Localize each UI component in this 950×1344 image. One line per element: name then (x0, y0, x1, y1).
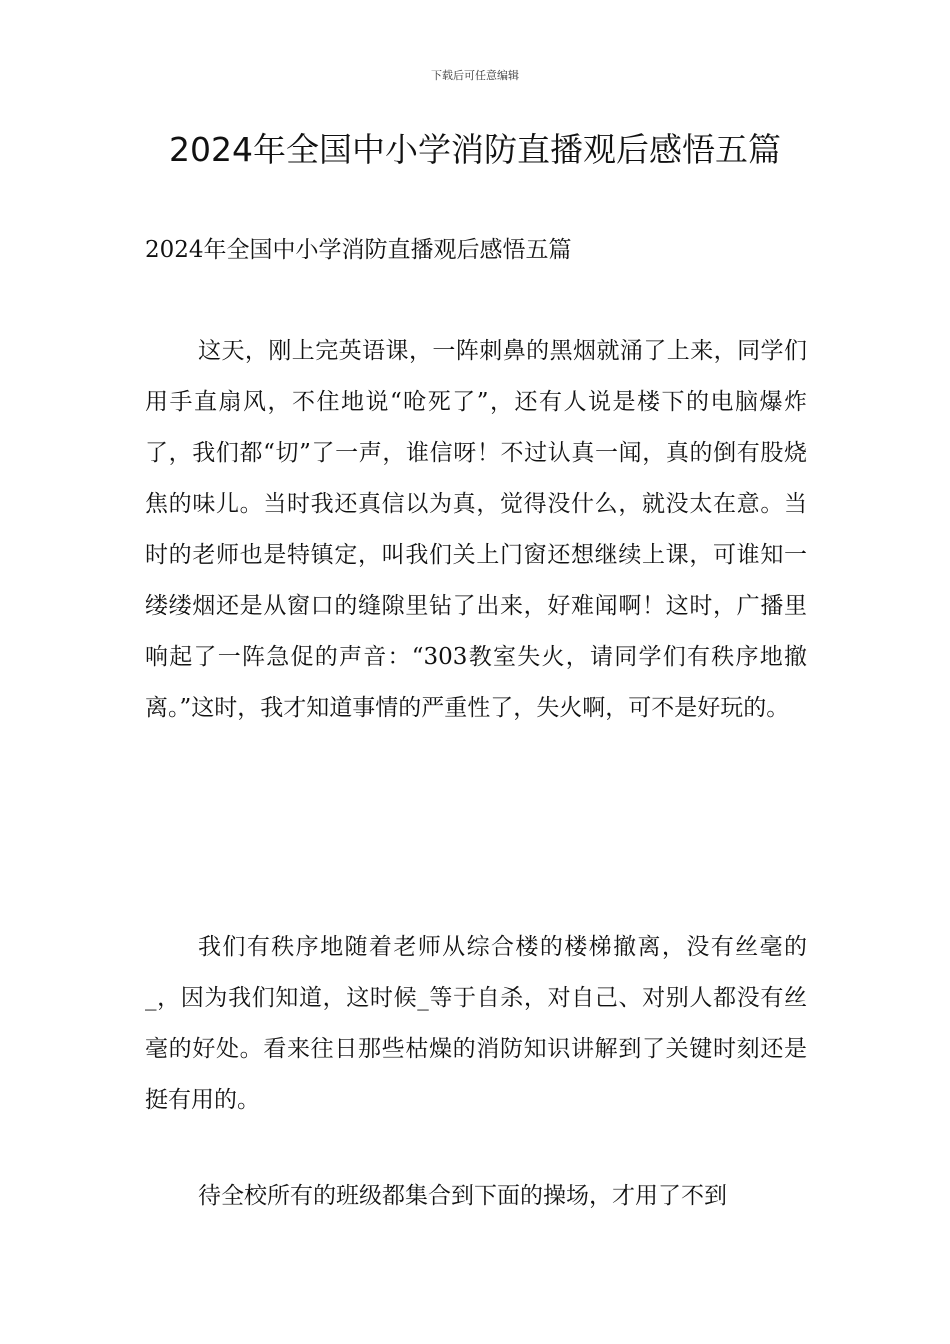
document-title: 2024年全国中小学消防直播观后感悟五篇 (169, 130, 781, 169)
paragraph-3: 待全校所有的班级都集合到下面的操场，才用了不到 (198, 1183, 727, 1209)
header-note: 下载后可任意编辑 (431, 69, 519, 82)
document-subtitle: 2024年全国中小学消防直播观后感悟五篇 (145, 237, 572, 263)
paragraph-1: 这天，刚上完英语课，一阵刺鼻的黑烟就涌了上来，同学们用手直扇风，不住地说“呛死了”，还有人说是楼下的电脑爆炸了，我们都“切”了一声，谁信呀！不过认真一闻，真的倒有股烧焦的味儿。当时我还真信以为真，觉得没什么，就没太在意。当时的老师也是特镇定，叫我们关上门窗还想继续上课，可谁知一缕缕烟还是从窗口的缝隙里钻了出来，好难闻啊！这时，广播里响起了一阵急促的声音：“303教室失火，请同学们有秩序地撤离。”这时，我才知道事情的严重性了，失火啊，可不是好玩的。 (145, 338, 807, 721)
paragraph-2: 我们有秩序地随着老师从综合楼的楼梯撤离，没有丝毫的_，因为我们知道，这时候_等于自杀，对自己、对别人都没有丝毫的好处。看来往日那些枯燥的消防知识讲解到了关键时刻还是挺有用的。 (145, 934, 807, 1113)
